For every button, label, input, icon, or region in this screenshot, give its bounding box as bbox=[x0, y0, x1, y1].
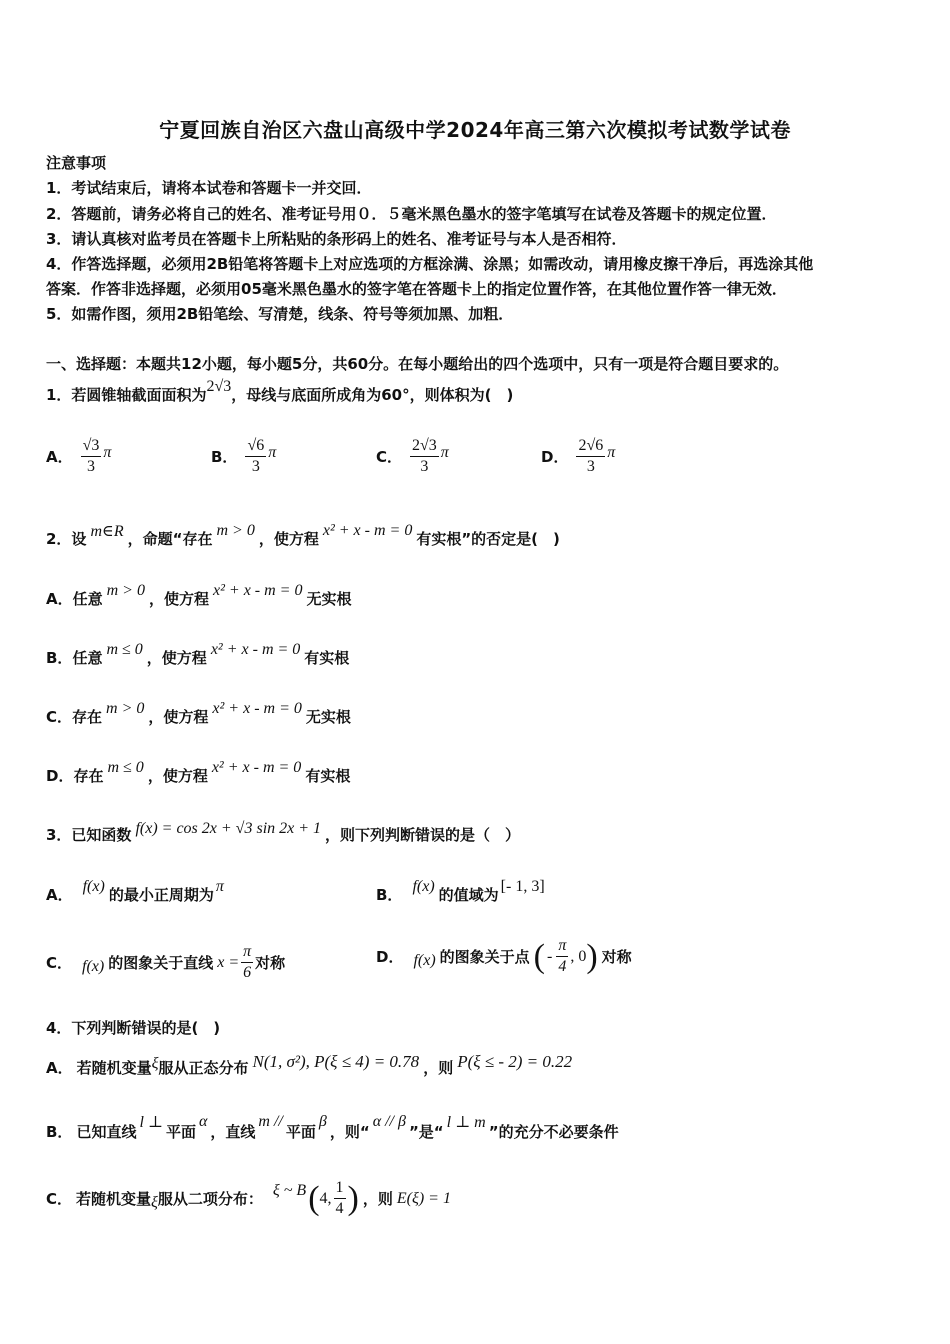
notice-item: 2．答题前，请务必将自己的姓名、准考证号用０．５毫米黑色墨水的签字笔填写在试卷及答题卡的规定位置． bbox=[46, 205, 777, 223]
page-title: 宁夏回族自治区六盘山高级中学2024年高三第六次模拟考试数学试卷 bbox=[159, 118, 791, 142]
fraction: $\frac{\pi}{6}$ bbox=[243, 943, 252, 981]
fraction: $\frac{\pi}{4}$ bbox=[558, 937, 567, 975]
notice-item: 3．请认真核对监考员在答题卡上所粘贴的条形码上的姓名、准考证号与本人是否相符． bbox=[46, 230, 627, 248]
question-3: 3．已知函数 f(x) = cos 2x + √3 sin 2x + 1 ，则下列判断错误的是（ ） bbox=[46, 819, 521, 844]
q3-option-a: A． f(x) 的最小正周期为 π bbox=[46, 877, 224, 904]
q2-option-a: A． 任意 m > 0 ，使方程 x² + x - m = 0 无实根 bbox=[46, 581, 352, 608]
q3-option-c: C． f(x) 的图象关于直线 x = $\frac{\pi}{6}$ 对称 bbox=[46, 943, 286, 981]
notice-item: 答案．作答非选择题，必须用05毫米黑色墨水的签字笔在答题卡上的指定位置作答，在其他位置作答一律无效． bbox=[46, 280, 787, 298]
fraction: $\frac{2√6}{3}$ bbox=[578, 437, 604, 475]
notice-item: 5．如需作图，须用2B铅笔绘、写清楚，线条、符号等须加黑、加粗． bbox=[46, 305, 514, 323]
q1-suffix: ，母线与底面所成角为60°，则体积为( ) bbox=[231, 386, 514, 404]
q2-option-c: C． 存在 m > 0 ，使方程 x² + x - m = 0 无实根 bbox=[46, 699, 351, 726]
question-2: 2．设 m∈R ，命题“存在 m > 0 ，使方程 x² + x - m = 0 有实根”的否定是( ) bbox=[46, 521, 560, 548]
q1-option-a: A． $\frac{√3}{3}$ π bbox=[46, 437, 112, 475]
q1-prefix: 1．若圆锥轴截面面积为 bbox=[46, 386, 207, 404]
q3-option-d: D． f(x) 的图象关于点 ( - $\frac{\pi}{4}$ , 0 ) 对称 bbox=[376, 937, 632, 975]
q4-option-a: A． 若随机变量 ξ 服从正态分布 N(1, σ²), P(ξ ≤ 4) = 0.78 ，则 P(ξ ≤ - 2) = 0.22 bbox=[46, 1051, 573, 1077]
fraction: $\frac{√3}{3}$ bbox=[82, 437, 100, 475]
q1-area: 2√3 bbox=[206, 377, 232, 395]
question-4: 4．下列判断错误的是( ) bbox=[46, 1019, 221, 1037]
notice-item: 4．作答选择题，必须用2B铅笔将答题卡上对应选项的方框涂满、涂黑；如需改动，请用橡皮擦干净后，再选涂其他 bbox=[46, 255, 814, 273]
notice-heading: 注意事项 bbox=[46, 154, 107, 172]
q1-option-c: C． $\frac{2√3}{3}$ π bbox=[376, 437, 449, 475]
q2-option-b: B． 任意 m ≤ 0 ，使方程 x² + x - m = 0 有实根 bbox=[46, 640, 350, 667]
fraction: $\frac{√6}{3}$ bbox=[247, 437, 265, 475]
notice-item: 1．考试结束后，请将本试卷和答题卡一并交回． bbox=[46, 179, 372, 197]
q4-option-b: B． 已知直线 l ⊥ 平面 α ，直线 m // 平面 β ，则“ α // β ”是“ l ⊥ m ”的充分不必要条件 bbox=[46, 1112, 619, 1141]
q4-option-c: C． 若随机变量 ξ 服从二项分布： ξ ~ B ( 4, $\frac{1}{4}$ ) ，则 E(ξ) = 1 bbox=[46, 1179, 451, 1217]
q1-option-b: B． $\frac{√6}{3}$ π bbox=[211, 437, 277, 475]
q1-option-d: D． $\frac{2√6}{3}$ π bbox=[541, 437, 616, 475]
fraction: $\frac{1}{4}$ bbox=[335, 1179, 344, 1217]
section-heading: 一、选择题：本题共12小题，每小题5分，共60分。在每小题给出的四个选项中，只有一项是符合题目要求的。 bbox=[46, 355, 789, 373]
question-1 bbox=[46, 377, 514, 405]
q3-option-b: B． f(x) 的值域为 [- 1, 3] bbox=[376, 877, 545, 904]
fraction: $\frac{2√3}{3}$ bbox=[412, 437, 437, 475]
q2-option-d: D． 存在 m ≤ 0 ，使方程 x² + x - m = 0 有实根 bbox=[46, 758, 351, 785]
